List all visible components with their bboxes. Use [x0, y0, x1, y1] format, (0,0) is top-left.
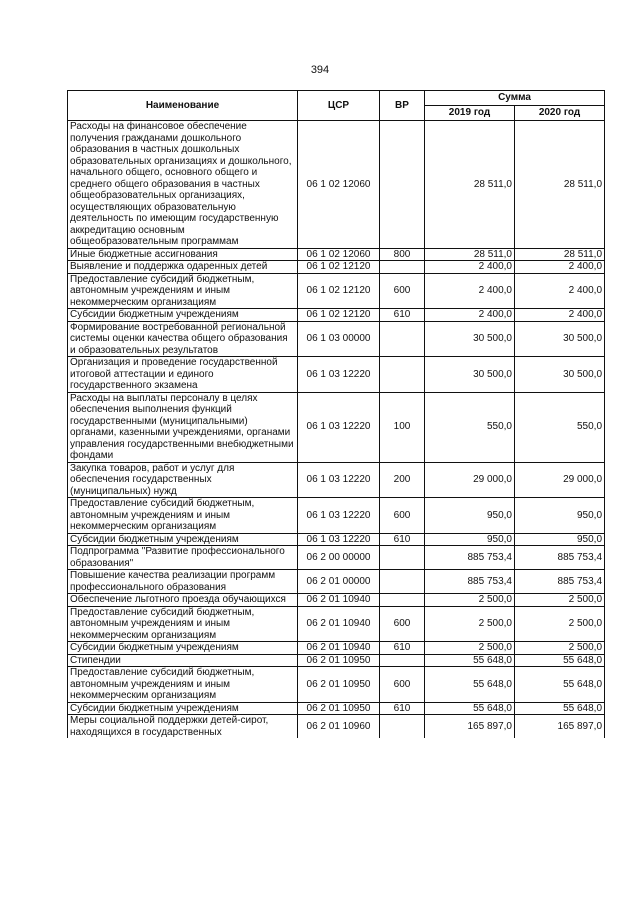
row-vr: 600	[380, 273, 425, 309]
row-name: Обеспечение льготного проезда обучающихся	[68, 594, 298, 607]
row-sum-2019: 2 500,0	[425, 642, 515, 655]
row-sum-2020: 950,0	[515, 533, 605, 546]
table-row	[68, 667, 605, 703]
row-vr: 800	[380, 248, 425, 261]
row-sum-2020: 165 897,0	[515, 715, 605, 739]
row-csr: 06 1 03 12220	[298, 533, 380, 546]
table-row	[68, 546, 605, 570]
row-vr	[380, 261, 425, 274]
row-name: Выявление и поддержка одаренных детей	[68, 261, 298, 274]
table-row	[68, 594, 605, 607]
row-vr	[380, 357, 425, 393]
row-csr: 06 1 03 00000	[298, 321, 380, 357]
row-name: Стипендии	[68, 654, 298, 667]
header-year-2020: 2020 год	[515, 106, 605, 121]
table-row	[68, 715, 605, 739]
row-name: Предоставление субсидий бюджетным, автономным учреждениям и иным некоммерческим организациям	[68, 667, 298, 703]
row-name: Иные бюджетные ассигнования	[68, 248, 298, 261]
row-name: Предоставление субсидий бюджетным, автономным учреждениям и иным некоммерческим организациям	[68, 498, 298, 534]
row-sum-2020: 950,0	[515, 498, 605, 534]
row-csr: 06 1 02 12120	[298, 273, 380, 309]
row-sum-2019: 950,0	[425, 533, 515, 546]
table-row	[68, 533, 605, 546]
row-name: Закупка товаров, работ и услуг для обеспечения государственных (муниципальных) нужд	[68, 462, 298, 498]
table-row	[68, 321, 605, 357]
row-sum-2019: 2 400,0	[425, 261, 515, 274]
row-sum-2019: 950,0	[425, 498, 515, 534]
row-name: Формирование востребованной региональной системы оценки качества общего образования и образовательных результатов	[68, 321, 298, 357]
row-sum-2019: 2 500,0	[425, 606, 515, 642]
row-name: Предоставление субсидий бюджетным, автономным учреждениям и иным некоммерческим организациям	[68, 606, 298, 642]
row-csr: 06 2 01 10960	[298, 715, 380, 739]
row-vr	[380, 654, 425, 667]
row-sum-2019: 29 000,0	[425, 462, 515, 498]
row-vr: 600	[380, 667, 425, 703]
row-sum-2020: 29 000,0	[515, 462, 605, 498]
table-row	[68, 654, 605, 667]
row-sum-2020: 2 400,0	[515, 273, 605, 309]
row-name: Субсидии бюджетным учреждениям	[68, 533, 298, 546]
row-sum-2020: 2 400,0	[515, 309, 605, 322]
row-name: Субсидии бюджетным учреждениям	[68, 642, 298, 655]
table-row	[68, 121, 605, 249]
row-sum-2020: 2 500,0	[515, 606, 605, 642]
row-sum-2019: 28 511,0	[425, 121, 515, 249]
row-sum-2020: 55 648,0	[515, 654, 605, 667]
table-row	[68, 570, 605, 594]
row-sum-2019: 2 500,0	[425, 594, 515, 607]
row-csr: 06 1 02 12120	[298, 309, 380, 322]
table-row	[68, 261, 605, 274]
header-csr: ЦСР	[298, 91, 380, 121]
table-row	[68, 273, 605, 309]
row-sum-2019: 165 897,0	[425, 715, 515, 739]
row-sum-2019: 2 400,0	[425, 273, 515, 309]
row-sum-2020: 885 753,4	[515, 546, 605, 570]
row-vr: 610	[380, 533, 425, 546]
row-name: Повышение качества реализации программ профессионального образования	[68, 570, 298, 594]
table-row	[68, 498, 605, 534]
row-sum-2020: 2 500,0	[515, 594, 605, 607]
row-name: Организация и проведение государственной итоговой аттестации и единого государственного экзамена	[68, 357, 298, 393]
row-vr	[380, 715, 425, 739]
row-vr	[380, 321, 425, 357]
table-body	[68, 121, 605, 739]
row-sum-2019: 550,0	[425, 392, 515, 462]
row-vr	[380, 594, 425, 607]
row-csr: 06 1 02 12060	[298, 248, 380, 261]
row-sum-2020: 30 500,0	[515, 357, 605, 393]
row-csr: 06 1 02 12120	[298, 261, 380, 274]
table-row	[68, 606, 605, 642]
table-row	[68, 248, 605, 261]
table-row	[68, 462, 605, 498]
row-csr: 06 2 01 10940	[298, 594, 380, 607]
row-vr: 100	[380, 392, 425, 462]
row-csr: 06 2 01 10940	[298, 642, 380, 655]
row-sum-2020: 550,0	[515, 392, 605, 462]
row-vr: 200	[380, 462, 425, 498]
row-sum-2019: 55 648,0	[425, 702, 515, 715]
row-vr: 610	[380, 642, 425, 655]
row-vr	[380, 121, 425, 249]
row-sum-2019: 30 500,0	[425, 357, 515, 393]
table-header	[68, 91, 605, 121]
header-year-2019: 2019 год	[425, 106, 515, 121]
row-vr: 610	[380, 309, 425, 322]
row-sum-2019: 30 500,0	[425, 321, 515, 357]
row-csr: 06 2 01 10950	[298, 702, 380, 715]
row-sum-2020: 885 753,4	[515, 570, 605, 594]
row-csr: 06 1 03 12220	[298, 462, 380, 498]
row-sum-2020: 28 511,0	[515, 121, 605, 249]
page-number: 394	[310, 64, 330, 76]
table-row	[68, 702, 605, 715]
row-sum-2019: 885 753,4	[425, 546, 515, 570]
table-row	[68, 357, 605, 393]
row-csr: 06 2 00 00000	[298, 546, 380, 570]
row-vr: 610	[380, 702, 425, 715]
row-name: Субсидии бюджетным учреждениям	[68, 702, 298, 715]
row-vr	[380, 546, 425, 570]
row-name: Предоставление субсидий бюджетным, автономным учреждениям и иным некоммерческим организациям	[68, 273, 298, 309]
row-csr: 06 2 01 10940	[298, 606, 380, 642]
row-sum-2020: 28 511,0	[515, 248, 605, 261]
row-csr: 06 1 03 12220	[298, 392, 380, 462]
row-csr: 06 2 01 00000	[298, 570, 380, 594]
row-name: Расходы на финансовое обеспечение получения гражданами дошкольного образования в частных дошкольных образовательных организациях и дошкольного, начального общего, основного общего и среднего общего образования в частных общеобразовательных организациях, осуществляющих образовательную деятельность по имеющим государственную аккредитацию основным общеобразовательным программам	[68, 121, 298, 249]
row-csr: 06 2 01 10950	[298, 667, 380, 703]
row-name: Меры социальной поддержки детей-сирот, находящихся в государственных	[68, 715, 298, 739]
table-row	[68, 392, 605, 462]
row-sum-2019: 885 753,4	[425, 570, 515, 594]
row-name: Подпрограмма "Развитие профессионального образования"	[68, 546, 298, 570]
row-name: Субсидии бюджетным учреждениям	[68, 309, 298, 322]
row-sum-2020: 2 500,0	[515, 642, 605, 655]
row-csr: 06 2 01 10950	[298, 654, 380, 667]
table-row	[68, 309, 605, 322]
row-vr: 600	[380, 606, 425, 642]
row-sum-2020: 2 400,0	[515, 261, 605, 274]
header-name: Наименование	[68, 91, 298, 121]
row-sum-2020: 55 648,0	[515, 702, 605, 715]
table-row	[68, 642, 605, 655]
row-sum-2020: 30 500,0	[515, 321, 605, 357]
row-sum-2019: 28 511,0	[425, 248, 515, 261]
row-sum-2019: 55 648,0	[425, 667, 515, 703]
row-sum-2019: 2 400,0	[425, 309, 515, 322]
row-csr: 06 1 02 12060	[298, 121, 380, 249]
row-vr: 600	[380, 498, 425, 534]
header-sum: Сумма	[425, 91, 605, 106]
row-csr: 06 1 03 12220	[298, 498, 380, 534]
row-vr	[380, 570, 425, 594]
row-sum-2020: 55 648,0	[515, 667, 605, 703]
row-csr: 06 1 03 12220	[298, 357, 380, 393]
row-name: Расходы на выплаты персоналу в целях обеспечения выполнения функций государственными (муниципальными) органами, казенными учреждениями, органами управления государственными внебюджетными фондами	[68, 392, 298, 462]
header-vr: ВР	[380, 91, 425, 121]
budget-table	[67, 90, 605, 738]
row-sum-2019: 55 648,0	[425, 654, 515, 667]
